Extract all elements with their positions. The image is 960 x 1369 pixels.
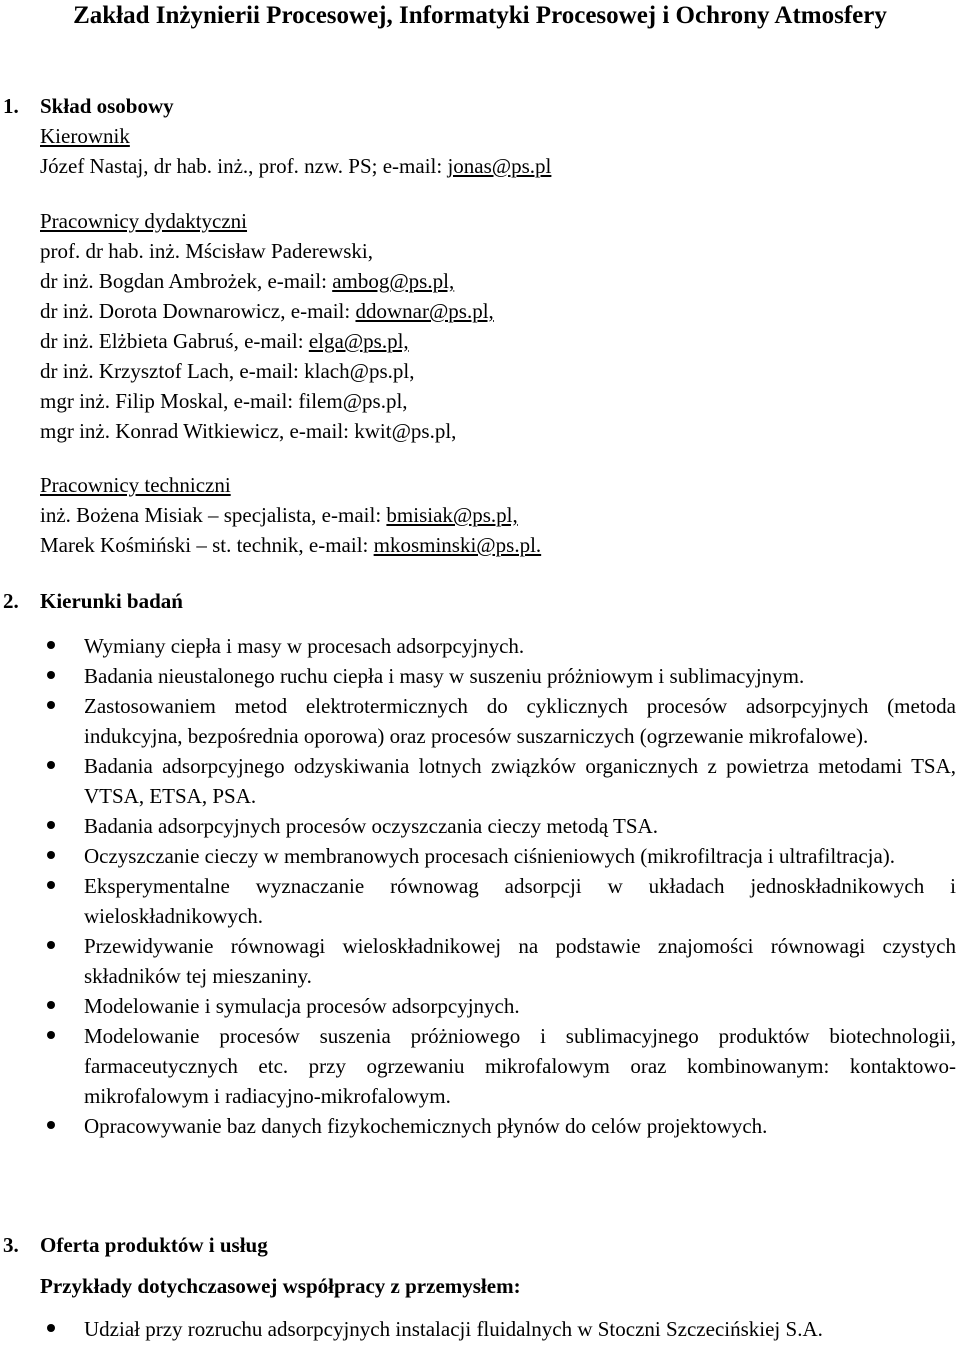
section-1-number: 1. — [3, 94, 19, 118]
section-2-number: 2. — [3, 589, 19, 613]
research-directions-list — [0, 631, 960, 1141]
bullet-icon — [47, 1001, 55, 1009]
head-label: Kierownik — [40, 124, 130, 148]
staff-entry: dr inż. Elżbieta Gabruś, e-mail: elga@ps.pl, — [40, 329, 409, 353]
teaching-staff-list — [40, 236, 940, 446]
document-title: Zakład Inżynierii Procesowej, Informatyki Procesowej i Ochrony Atmosfery — [73, 2, 887, 29]
list-item: Eksperymentalne wyznaczanie równowag adsorpcji w układach jednoskładnikowych i wieloskładnikowych. — [0, 871, 960, 931]
bullet-icon — [47, 821, 55, 829]
bullet-icon — [47, 1031, 55, 1039]
list-item: Badania adsorpcyjnego odzyskiwania lotnych związków organicznych z powietrza metodami TSA, VTSA, ETSA, PSA. — [0, 751, 960, 811]
list-item: Przewidywanie równowagi wieloskładnikowej na podstawie znajomości równowagi czystych składników tej mieszaniny. — [0, 931, 960, 991]
list-item: Zastosowaniem metod elektrotermicznych do cyklicznych procesów adsorpcyjnych (metoda indukcyjna, bezpośrednia oporowa) oraz procesów suszarniczych (ogrzewanie mikrofalowe). — [0, 691, 960, 751]
staff-entry: mgr inż. Filip Moskal, e-mail: filem@ps.pl, — [40, 389, 408, 413]
staff-entry: mgr inż. Konrad Witkiewicz, e-mail: kwit@ps.pl, — [40, 419, 457, 443]
bullet-icon — [47, 641, 55, 649]
list-item: Modelowanie i symulacja procesów adsorpcyjnych. — [0, 991, 960, 1021]
staff-email-link[interactable]: elga@ps.pl, — [308, 329, 409, 353]
staff-entry: dr inż. Bogdan Ambrożek, e-mail: ambog@ps.pl, — [40, 269, 455, 293]
head-line — [40, 151, 940, 181]
technical-staff-label: Pracownicy techniczni — [40, 473, 231, 497]
list-item: Badania nieustalonego ruchu ciepła i masy w suszeniu próżniowym i sublimacyjnym. — [0, 661, 960, 691]
section-3-heading: Oferta produktów i usług — [40, 1233, 268, 1257]
list-item: Oczyszczanie cieczy w membranowych procesach ciśnieniowych (mikrofiltracja i ultrafiltracja). — [0, 841, 960, 871]
bullet-icon — [47, 671, 55, 679]
staff-entry: prof. dr hab. inż. Mścisław Paderewski, — [40, 239, 374, 263]
bullet-icon — [47, 941, 55, 949]
bullet-icon — [47, 851, 55, 859]
staff-entry: dr inż. Krzysztof Lach, e-mail: klach@ps.pl, — [40, 359, 415, 383]
list-item: Opracowywanie baz danych fizykochemicznych płynów do celów projektowych. — [0, 1111, 960, 1141]
staff-entry: Marek Kośmiński – st. technik, e-mail: mkosminski@ps.pl. — [40, 533, 542, 557]
staff-entry: dr inż. Dorota Downarowicz, e-mail: ddownar@ps.pl, — [40, 299, 494, 323]
staff-email-link[interactable]: ddownar@ps.pl, — [355, 299, 494, 323]
bullet-icon — [47, 1324, 55, 1332]
staff-email-link[interactable]: mkosminski@ps.pl. — [373, 533, 542, 557]
list-item: Udział przy rozruchu adsorpcyjnych instalacji fluidalnych w Stoczni Szczecińskiej S.A. — [0, 1314, 960, 1344]
bullet-icon — [47, 761, 55, 769]
list-item: Wymiany ciepła i masy w procesach adsorpcyjnych. — [0, 631, 960, 661]
head-email-link[interactable]: jonas@ps.pl — [447, 154, 552, 178]
bullet-icon — [47, 881, 55, 889]
technical-staff-list — [40, 500, 940, 560]
bullet-icon — [47, 1121, 55, 1129]
section-3-subheading: Przykłady dotychczasowej współpracy z przemysłem: — [40, 1274, 521, 1298]
industry-cooperation-list — [0, 1314, 960, 1344]
section-1-heading: Skład osobowy — [40, 94, 174, 118]
list-item: Modelowanie procesów suszenia próżniowego i sublimacyjnego produktów biotechnologii, farmaceutycznych etc. przy ogrzewaniu mikrofalowym oraz kombinowanym: kontaktowo-mikrofalowym i radiacyjno-mikrofalowym. — [0, 1021, 960, 1111]
teaching-staff-label: Pracownicy dydaktyczni — [40, 209, 248, 233]
section-3-number: 3. — [3, 1233, 19, 1257]
head-name: Józef Nastaj, dr hab. inż., prof. nzw. PS; e-mail: — [40, 154, 448, 178]
staff-entry: inż. Bożena Misiak – specjalista, e-mail: bmisiak@ps.pl, — [40, 503, 518, 527]
staff-email-link[interactable]: ambog@ps.pl, — [332, 269, 455, 293]
list-item: Badania adsorpcyjnych procesów oczyszczania cieczy metodą TSA. — [0, 811, 960, 841]
bullet-icon — [47, 701, 55, 709]
staff-email-link[interactable]: bmisiak@ps.pl, — [386, 503, 518, 527]
section-2-heading: Kierunki badań — [40, 589, 183, 613]
